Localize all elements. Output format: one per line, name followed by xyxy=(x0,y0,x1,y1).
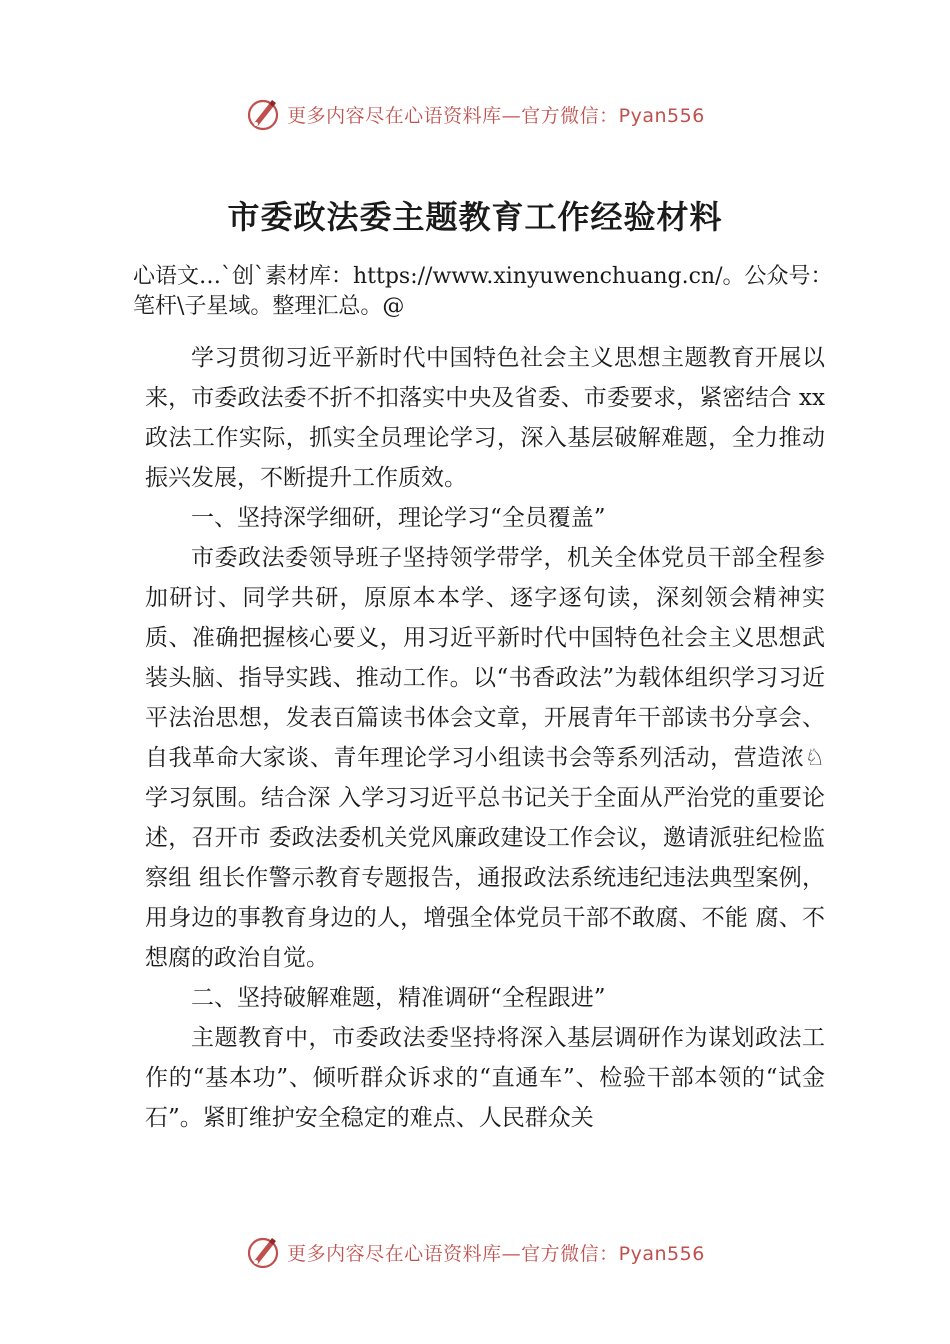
document-body xyxy=(145,338,825,1138)
section-heading-1: 一、坚持深学细研，理论学习“全员覆盖” xyxy=(191,505,606,531)
header-watermark xyxy=(0,94,950,134)
wechat-id: Pyan556 xyxy=(618,104,705,127)
paragraph-section-2: 主题教育中，市委政法委坚持将深入基层调研作为谋划政法工作的“基本功”、倾听群众诉求的“直通车”、检验干部本领的“试金石”。紧盯维护安全稳定的难点、人民群众关 xyxy=(145,1025,825,1131)
pen-seal-icon xyxy=(245,96,281,132)
pen-seal-icon xyxy=(245,1234,281,1270)
source-line: 心语文…`创`素材库：https://www.xinyuwenchuang.cn/。公众号：笔杆\子星域。整理汇总。@ xyxy=(133,264,833,319)
paragraph-intro: 学习贯彻习近平新时代中国特色社会主义思想主题教育开展以来，市委政法委不折不扣落实中央及省委、市委要求，紧密结合 xx 政法工作实际，抓实全员理论学习，深入基层破解难题，全力推动振兴发展，不断提升工作质效。 xyxy=(145,345,825,491)
watermark-text: 更多内容尽在心语资料库—官方微信： xyxy=(287,1242,619,1265)
wechat-id: Pyan556 xyxy=(618,1242,705,1265)
section-heading-2: 二、坚持破解难题，精准调研“全程跟进” xyxy=(191,985,606,1011)
document-title: 市委政法委主题教育工作经验材料 xyxy=(227,198,723,236)
footer-watermark xyxy=(0,1232,950,1272)
watermark-text: 更多内容尽在心语资料库—官方微信： xyxy=(287,104,619,127)
paragraph-section-1: 市委政法委领导班子坚持领学带学，机关全体党员干部全程参加研讨、同学共研，原原本本学、逐字逐句读，深刻领会精神实质、准确把握核心要义，用习近平新时代中国特色社会主义思想武装头脑、指导实践、推动工作。以“书香政法”为载体组织学习习近平法治思想，发表百篇读书体会文章，开展青年干部读书分享会、自我革命大家谈、青年理论学习小组读书会等系列活动，营造浓♘学习氛围。结合深 入学习习近平总书记关于全面从严治党的重要论述，召开市 委政法委机关党风廉政建设工作会议，邀请派驻纪检监察组 组长作警示教育专题报告，通报政法系统违纪违法典型案例， 用身边的事教育身边的人，增强全体党员干部不敢腐、不能 腐、不想腐的政治自觉。 xyxy=(145,545,825,971)
